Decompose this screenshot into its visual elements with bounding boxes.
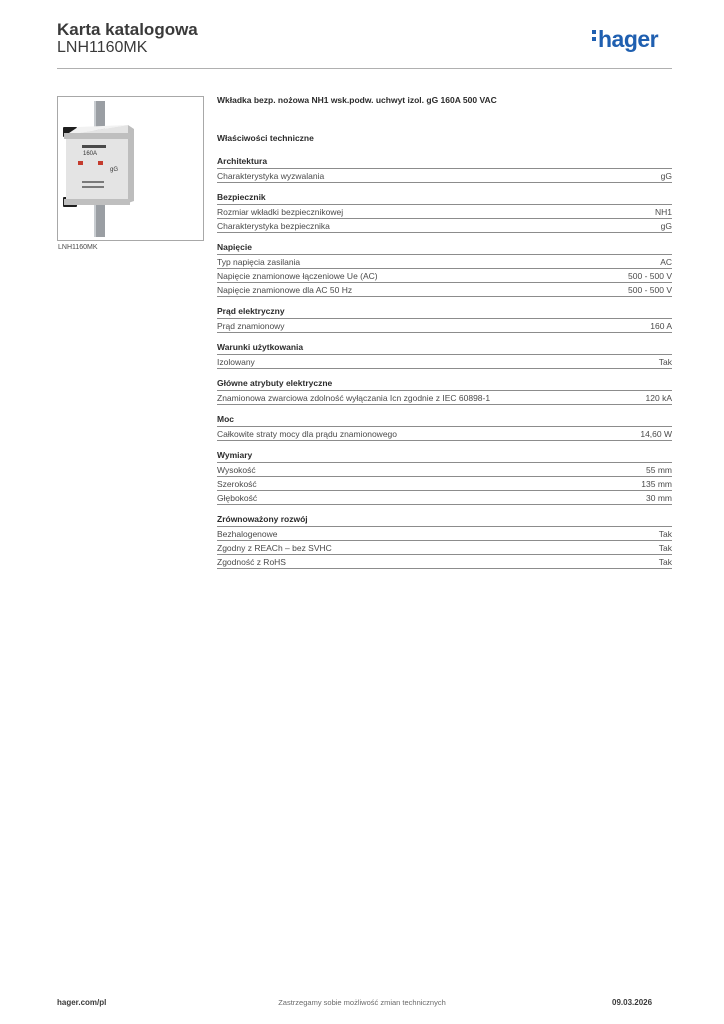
property-label: Bezhalogenowe xyxy=(217,529,278,539)
property-label: Wysokość xyxy=(217,465,256,475)
property-row xyxy=(217,555,672,569)
property-value: 500 - 500 V xyxy=(628,285,672,295)
fuse-rating-label: 160A xyxy=(83,151,98,157)
property-value: 135 mm xyxy=(641,479,672,489)
logo-text: hager xyxy=(598,26,659,52)
property-row xyxy=(217,283,672,297)
property-row xyxy=(217,463,672,477)
section-title: Prąd elektryczny xyxy=(217,306,672,319)
property-value: 30 mm xyxy=(646,493,672,503)
property-row xyxy=(217,269,672,283)
property-value: Tak xyxy=(658,529,672,539)
property-value: gG xyxy=(660,221,672,231)
header-divider xyxy=(57,68,672,69)
property-label: Charakterystyka wyzwalania xyxy=(217,171,325,181)
footer-website: hager.com/pl xyxy=(57,998,107,1007)
property-value: 500 - 500 V xyxy=(628,271,672,281)
property-label: Typ napięcia zasilania xyxy=(217,257,301,267)
property-label: Znamionowa zwarciowa zdolność wyłączania Icn zgodnie z IEC 60898-1 xyxy=(217,393,491,403)
property-value: 160 A xyxy=(650,321,672,331)
section-title: Główne atrybuty elektryczne xyxy=(217,378,672,391)
property-value: gG xyxy=(660,171,672,181)
fuse-type-label: gG xyxy=(110,167,119,173)
property-section xyxy=(217,342,672,369)
product-image-frame xyxy=(57,96,204,241)
property-row xyxy=(217,391,672,405)
product-description: Wkładka bezp. nożowa NH1 wsk.podw. uchwyt izol. gG 160A 500 VAC xyxy=(217,95,497,105)
property-label: Charakterystyka bezpiecznika xyxy=(217,221,330,231)
nh-fuse-link-icon xyxy=(58,97,203,240)
property-label: Szerokość xyxy=(217,479,257,489)
property-label: Rozmiar wkładki bezpiecznikowej xyxy=(217,207,344,217)
property-row xyxy=(217,169,672,183)
property-section xyxy=(217,450,672,505)
property-value: AC xyxy=(660,257,672,267)
properties-sections xyxy=(217,156,672,569)
property-section xyxy=(217,414,672,441)
property-value: Tak xyxy=(658,357,672,367)
property-label: Głębokość xyxy=(217,493,258,503)
product-image-caption: LNH1160MK xyxy=(58,244,98,251)
property-label: Zgodny z REACh – bez SVHC xyxy=(217,543,332,553)
property-label: Izolowany xyxy=(217,357,255,367)
property-section xyxy=(217,156,672,183)
section-title: Bezpiecznik xyxy=(217,192,672,205)
property-value: 120 kA xyxy=(645,393,672,403)
property-row xyxy=(217,319,672,333)
property-section xyxy=(217,242,672,297)
property-row xyxy=(217,205,672,219)
property-row xyxy=(217,355,672,369)
property-row xyxy=(217,527,672,541)
property-value: Tak xyxy=(658,557,672,567)
property-section xyxy=(217,306,672,333)
property-row xyxy=(217,255,672,269)
property-row xyxy=(217,219,672,233)
product-reference: LNH1160MK xyxy=(57,39,148,56)
section-title: Moc xyxy=(217,414,672,427)
page-title: Karta katalogowa xyxy=(57,20,198,39)
property-label: Zgodność z RoHS xyxy=(217,557,286,567)
property-section xyxy=(217,192,672,233)
section-title: Napięcie xyxy=(217,242,672,255)
property-label: Prąd znamionowy xyxy=(217,321,285,331)
footer-date: 09.03.2026 xyxy=(612,998,653,1007)
technical-sheet xyxy=(217,95,672,578)
footer-note: Zastrzegamy sobie możliwość zmian technicznych xyxy=(278,998,446,1007)
property-value: 55 mm xyxy=(646,465,672,475)
section-title: Zrównoważony rozwój xyxy=(217,514,672,527)
properties-heading: Właściwości techniczne xyxy=(217,133,314,143)
section-title: Wymiary xyxy=(217,450,672,463)
property-row xyxy=(217,477,672,491)
logo-dots-icon xyxy=(592,30,597,44)
property-label: Napięcie znamionowe dla AC 50 Hz xyxy=(217,285,353,295)
property-row xyxy=(217,541,672,555)
hager-logo xyxy=(592,26,658,53)
property-section xyxy=(217,514,672,569)
property-row xyxy=(217,427,672,441)
property-section xyxy=(217,378,672,405)
property-value: 14,60 W xyxy=(640,429,672,439)
property-label: Całkowite straty mocy dla prądu znamionowego xyxy=(217,429,398,439)
property-row xyxy=(217,491,672,505)
property-value: NH1 xyxy=(654,207,672,217)
section-title: Warunki użytkowania xyxy=(217,342,672,355)
property-value: Tak xyxy=(658,543,672,553)
property-label: Napięcie znamionowe łączeniowe Ue (AC) xyxy=(217,271,378,281)
section-title: Architektura xyxy=(217,156,672,169)
